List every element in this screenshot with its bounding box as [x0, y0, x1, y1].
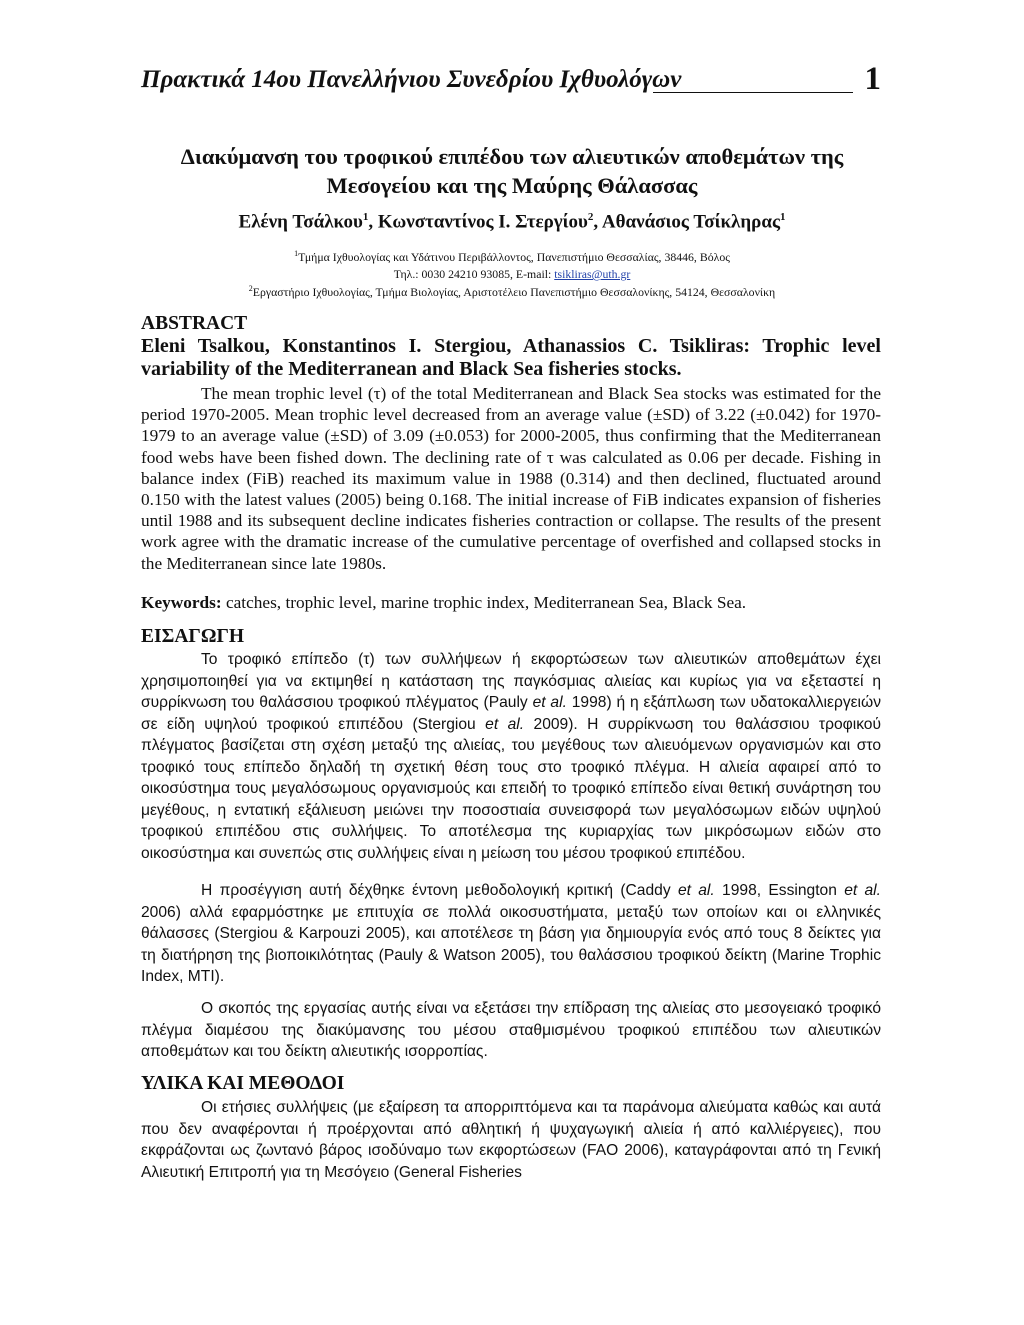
- keywords: [141, 592, 881, 613]
- email-link[interactable]: tsikliras@uth.gr: [554, 267, 631, 281]
- author-name: Αθανάσιος Τσίκληρας: [601, 211, 780, 233]
- author-affiliation-mark: 2: [587, 211, 594, 223]
- page-number: 1: [864, 61, 881, 97]
- affiliation-mark: 2: [248, 284, 253, 293]
- affiliation-2: $^2$Εργαστήριο Ιχθυολογίας, Τμήμα Βιολογίας, Αριστοτέλειο Πανεπιστήμιο Θεσσαλονίκης, 54124, Θεσσαλονίκη: [248, 284, 776, 299]
- affiliation-1-contact: Τηλ.: 0030 24210 93085, E-mail: tsikliras@uth.gr: [393, 267, 631, 281]
- title-line-2: Μεσογείου και της Μαύρης Θάλασσας: [326, 173, 698, 198]
- running-title: Πρακτικά 14ου Πανελλήνιου Συνεδρίου Ιχθυολόγων: [141, 66, 682, 93]
- author-affiliation-mark: 1: [779, 211, 786, 223]
- paper-title: [100, 142, 924, 200]
- title-line-1: Διακύμανση του τροφικού επιπέδου των αλιευτικών αποθεμάτων της: [180, 144, 844, 169]
- affiliation-1: $^1$Τμήμα Ιχθυολογίας και Υδάτινου Περιβάλλοντος, Πανεπιστήμιο Θεσσαλίας, 38446, Βόλος: [294, 249, 730, 264]
- keywords-label: Keywords:: [141, 593, 222, 612]
- abstract-body: The mean trophic level (τ) of the total Mediterranean and Black Sea stocks was estimated for the period 1970-2005. Mean trophic level decreased from an average value (±SD) of 3.22 (±0.042) for 1970-1979 to an average value (±SD) of 3.09 (±0.053) for 2000-2005, thus confirming that the Mediterranean food webs have been fished down. The declining rate of τ was calculated as 0.06 per decade. Fishing in balance index (FiB) reached its maximum value in 1988 (0.314) and then declined, fluctuated around 0.150 with the latest values (2005) being 0.168. The initial increase of FiB indicates expansion of fisheries until 1988 and its subsequent decline indicates fisheries contraction or collapse. The results of the present work agree with the dramatic increase of the cumulative percentage of overfished and collapsed stocks in the Mediterranean since late 1980s.: [141, 384, 881, 573]
- author-name: Κωνσταντίνος Ι. Στεργίου: [377, 211, 588, 233]
- header-rule: [653, 92, 853, 93]
- author-affiliation-mark: 1: [362, 211, 369, 223]
- introduction-heading: ΕΙΣΑΓΩΓΗ: [141, 626, 245, 647]
- author-list: Ελένη Τσάλκου$^1$, Κωνσταντίνος Ι. Στεργίου$^2$, Αθανάσιος Τσίκληρας$^1$: [238, 211, 786, 233]
- methods-heading: ΥΛΙΚΑ ΚΑΙ ΜΕΘΟΔΟΙ: [141, 1073, 345, 1094]
- running-header: [141, 62, 881, 102]
- introduction-paragraph-1: Το τροφικό επίπεδο (τ) των συλλήψεων ή εκφορτώσεων των αλιευτικών αποθεμάτων έχει χρησιμοποιηθεί για να εκτιμηθεί η κατάσταση της παγκόσμιας αλιείας και κυρίως για να εξεταστεί η συρρίκνωση του θαλάσσιου τροφικού πλέγματος (Pauly et al. 1998) ή η εξάπλωση των υδατοκαλλιεργειών σε είδη υψηλού τροφικού επιπέδου (Stergiou et al. 2009). Η συρρίκνωση του θαλάσσιου τροφικού πλέγματος βασίζεται στη σχέση μεταξύ της αλιείας, του μεγέθους των αλιευόμενων οργανισμών και στο τροφικό τους επίπεδο δηλαδή τη σχετική θέση τους στο τροφικό πλέγμα. Η αλιεία αφαιρεί από το οικοσύστημα τους μεγαλόσωμους οργανισμούς και επειδή το τροφικό επίπεδο είναι θετική συνάρτηση του μεγέθους, η εντατική εξάλιευση μειώνει την ποσοστιαία συνεισφορά των μεγαλόσωμων ειδών υψηλού τροφικού επιπέδου στις συλλήψεις. Το αποτέλεσμα της κυριαρχίας των μικρόσωμων ειδών στο οικοσύστημα και συνεπώς στις συλλήψεις είναι η μείωση του μέσου τροφικού επιπέδου.: [141, 651, 882, 862]
- introduction-paragraph-2: Η προσέγγιση αυτή δέχθηκε έντονη μεθοδολογική κριτική (Caddy et al. 1998, Essington et al. 2006) αλλά εφαρμόστηκε με επιτυχία σε πολλά οικοσυστήματα, μεταξύ των οποίων και οι ελληνικές θάλασσες (Stergiou & Karpouzi 2005), και αποτέλεσε τη βάση για δημιουργία ενός από τους 8 δείκτες για τη διατήρηση της βιοποικιλότητας (Pauly & Watson 2005), του θαλάσσιου τροφικού δείκτη (Marine Trophic Index, MTI).: [141, 882, 881, 985]
- author-name: Ελένη Τσάλκου: [238, 211, 363, 233]
- introduction-paragraph-3: Ο σκοπός της εργασίας αυτής είναι να εξετάσει την επίδραση της αλιείας στο μεσογειακό τροφικό πλέγμα διαμέσου της διακύμανσης του μέσου σταθμισμένου τροφικού επιπέδου των αλιευτικών αποθεμάτων και του δείκτη αλιευτικής ισορροπίας.: [141, 1000, 881, 1060]
- abstract-heading: ABSTRACT: [141, 313, 248, 334]
- keywords-list: catches, trophic level, marine trophic index, Mediterranean Sea, Black Sea.: [221, 593, 747, 612]
- affiliation-mark: 1: [294, 249, 299, 258]
- abstract-english-title: Eleni Tsalkou, Konstantinos I. Stergiou, Athanassios C. Tsikliras: Trophic level variability of the Mediterranean and Black Sea fisheries stocks.: [141, 335, 881, 380]
- methods-paragraph-1: Οι ετήσιες συλλήψεις (με εξαίρεση τα απορριπτόμενα και τα παράνομα αλιεύματα καθώς και αυτά που δεν αναφέρονται ή προέρχονται από αθλητική ή ψυχαγωγική αλιεία ή από καλλιέργειες), που εκφράζονται ως ζωντανό βάρος ισοδύναμο των εκφορτώσεων (FAO 2006), καταγράφονται από τη Γενική Αλιευτική Επιτροπή για τη Μεσόγειο (General Fisheries: [141, 1099, 881, 1181]
